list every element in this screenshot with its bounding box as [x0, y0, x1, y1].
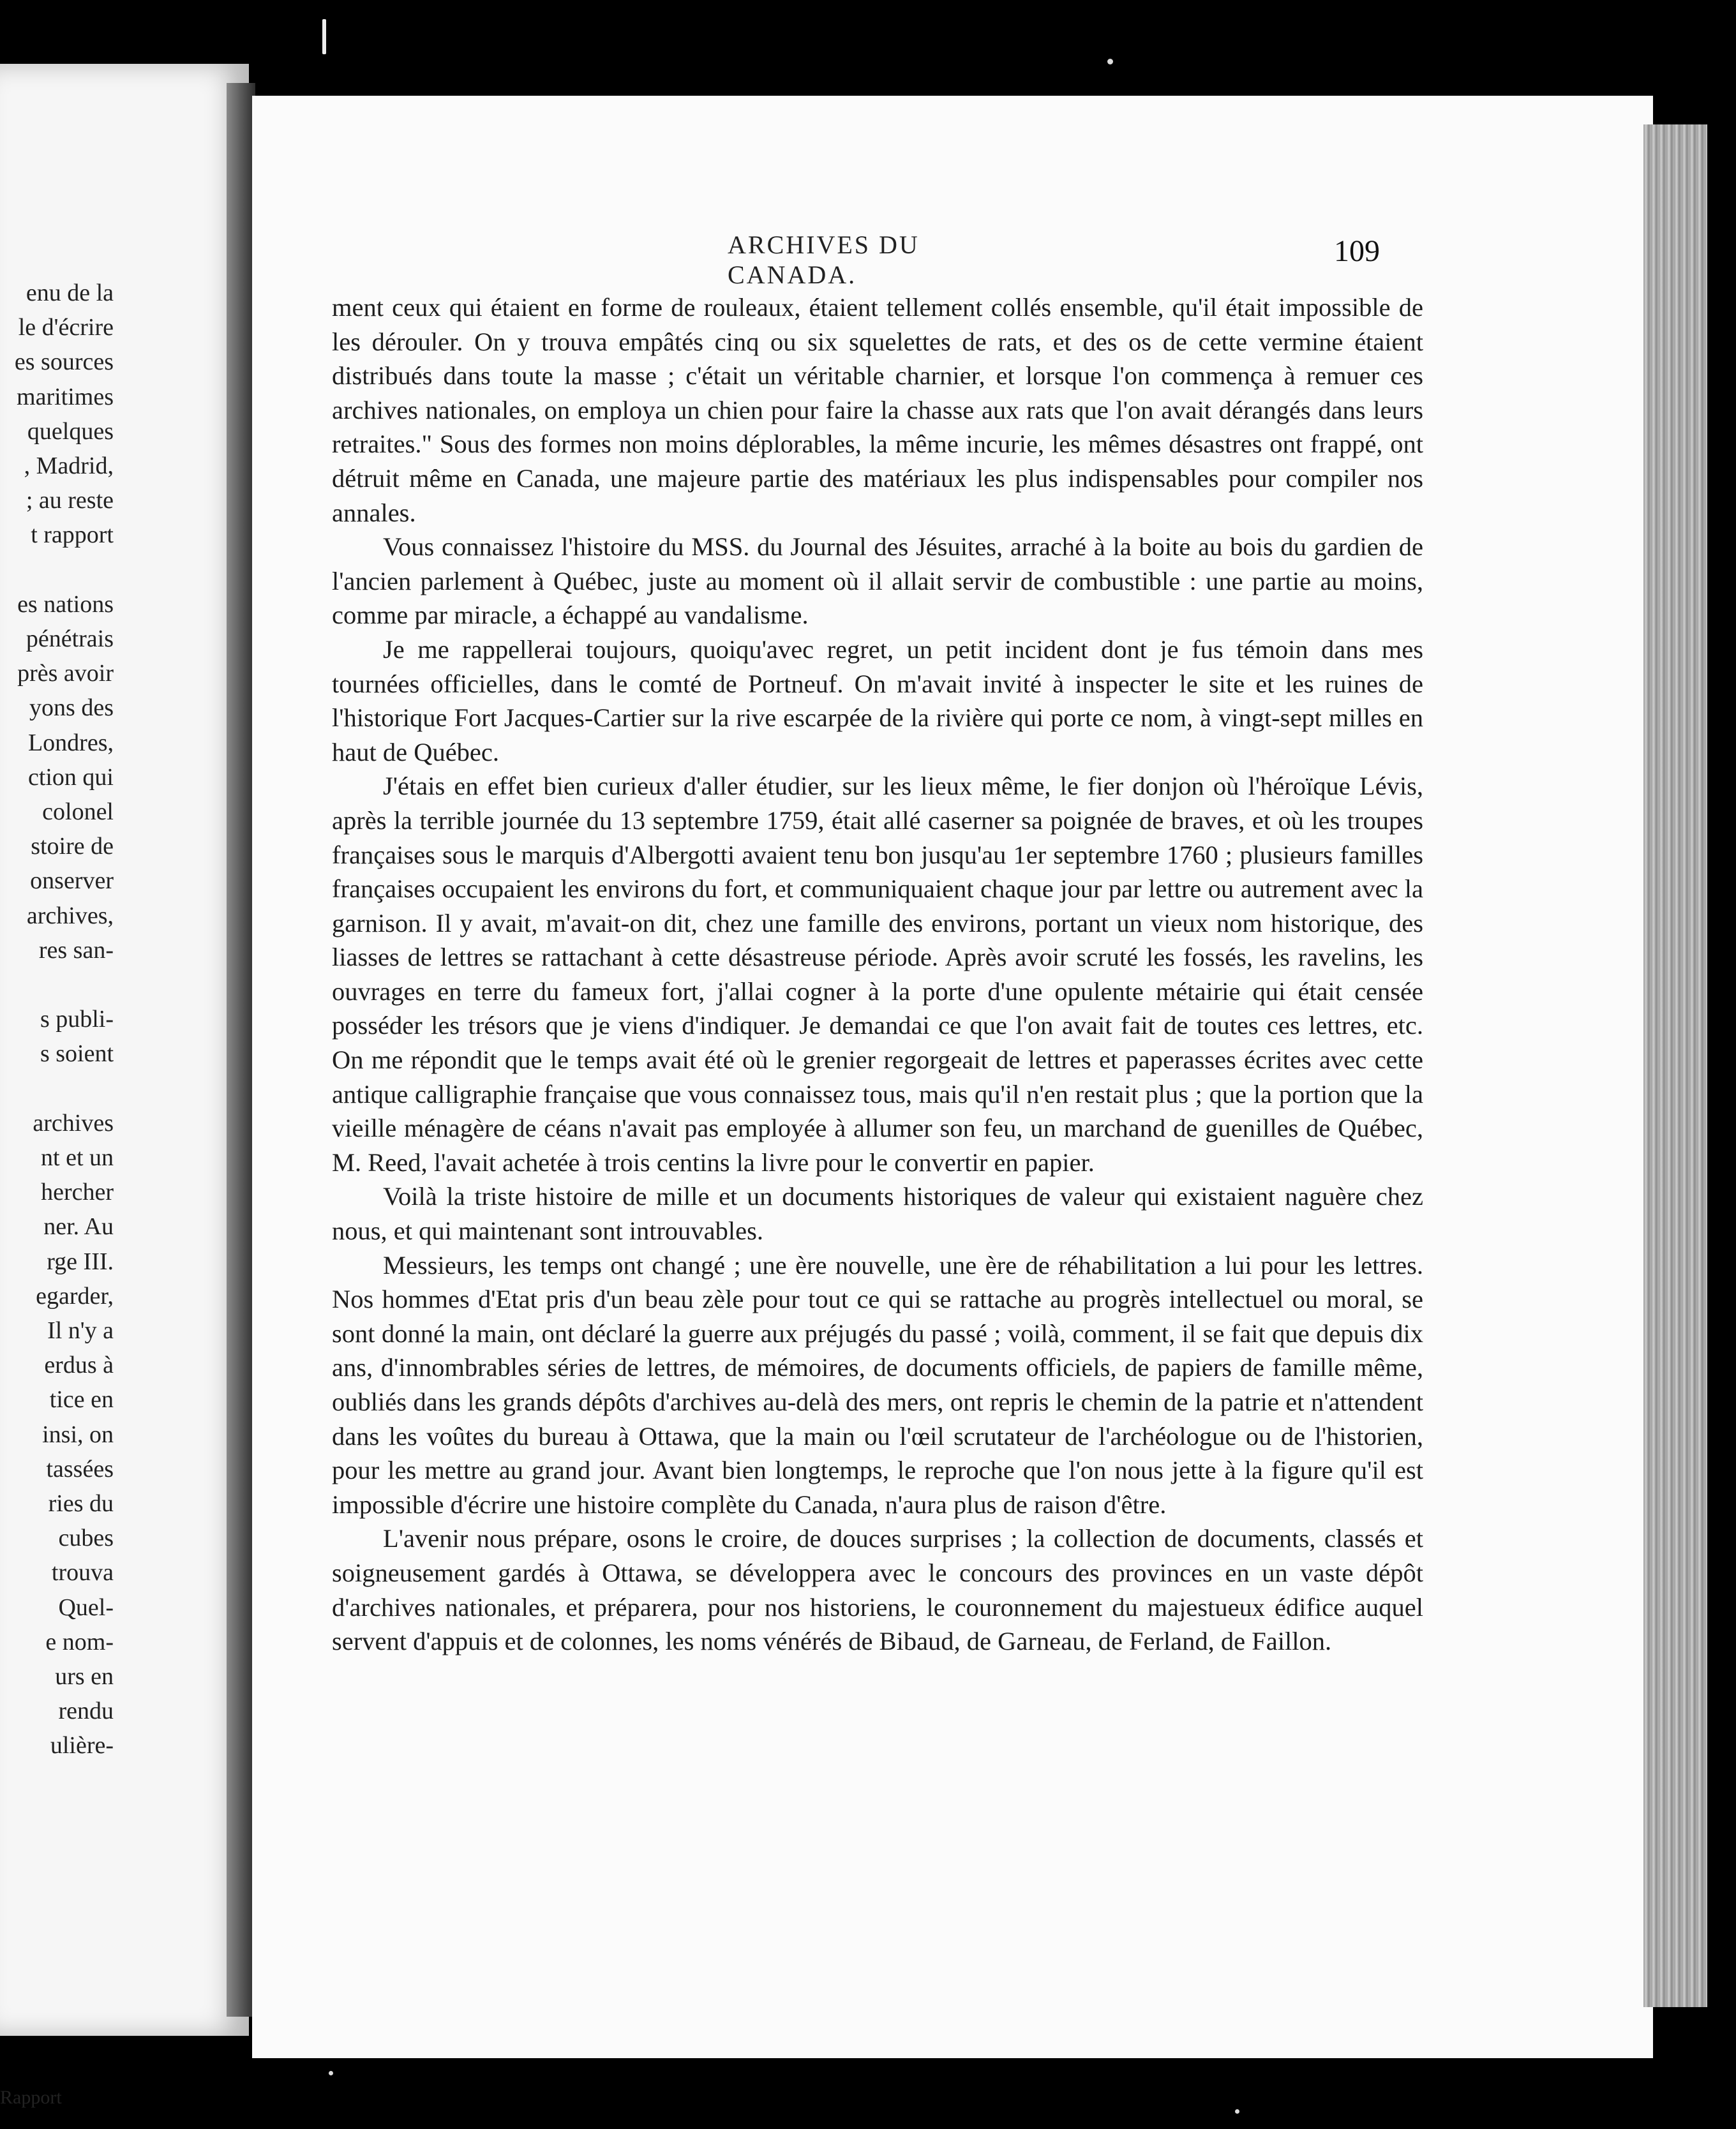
paragraph: Voilà la triste histoire de mille et un documents historiques de valeur qui existaient naguère chez nous, et qui maintenant sont introuvables. [332, 1182, 1423, 1246]
left-page-line: s soient [40, 1040, 114, 1068]
page-edges [1643, 124, 1707, 2007]
left-page-line: insi, on [42, 1421, 114, 1448]
film-speck [1107, 59, 1113, 64]
left-page-footer: Rapport [0, 2087, 62, 2108]
left-page-line: res san- [38, 936, 114, 964]
left-page-line: Quel- [58, 1594, 114, 1621]
left-page-line: près avoir [17, 660, 114, 687]
paragraph: Je me rappellerai toujours, quoiqu'avec regret, un petit incident dont je fus témoin dans mes tournées officielles, dans le comté de Portneuf. On m'avait invité à inspecter le site et les ruines de l'historique Fort Jacques-Cartier sur la rive escarpée de la rivière qui porte ce nom, à vingt-sept milles en haut de Québec. [332, 634, 1423, 766]
left-page-line: le d'écrire [18, 314, 114, 341]
left-page-line: pénétrais [26, 625, 114, 652]
left-page-line: Londres, [27, 729, 114, 756]
paragraph: L'avenir nous prépare, osons le croire, de douces surprises ; la collection de documents, classés et soigneusement gardés à Ottawa, se développera avec le concours des provinces en un vaste dépôt d'archives nationales, et préparera, pour nos historiens, le couronnement du majestueux édifice auquel servent d'appuis et de colonnes, les noms vénérés de Bibaud, de Garneau, de Ferland, de Faillon. [332, 1524, 1423, 1656]
film-speck [1235, 2109, 1239, 2114]
left-page-line: maritimes [17, 383, 114, 410]
left-page-line: egarder, [36, 1282, 114, 1310]
paragraph: ment ceux qui étaient en forme de rouleaux, étaient tellement collés ensemble, qu'il était impossible de les dérouler. On y trouva empâtés cinq ou six squelettes de rats, et des os de cette vermine étaient distribués dans toute la masse ; c'était un véritable charnier, et lorsque l'on commença à remuer ces archives nationales, on employa un chien pour faire la chasse aux rats que l'on avait dérangés dans leurs retraites." Sous des formes non moins déplorables, la même incurie, les mêmes désastres ont frappé, ont détruit même en Canada, une majeure partie des matériaux les plus indispensables pour compiler nos annales. [332, 293, 1423, 527]
page-number: 109 [1334, 234, 1380, 268]
left-page-line: ner. Au [43, 1213, 114, 1241]
left-page-line: Il n'y a [47, 1317, 114, 1344]
left-page-line: t rapport [31, 521, 114, 549]
left-page-line: onserver [30, 867, 114, 895]
body-text [332, 290, 1423, 1659]
left-page-line: ries du [48, 1490, 114, 1517]
left-page-line: tassées [46, 1455, 114, 1483]
left-page-line: cubes [58, 1525, 114, 1552]
left-page-line: colonel [42, 798, 114, 825]
left-page-line: enu de la [26, 280, 114, 306]
left-page-line: ction qui [27, 763, 114, 791]
left-page-line: rendu [58, 1698, 114, 1725]
left-page-line: archives [33, 1109, 114, 1137]
left-page-line: ulière- [50, 1732, 114, 1759]
left-page-line: hercher [41, 1179, 114, 1206]
left-page-line: trouva [51, 1559, 114, 1587]
film-speck [329, 2071, 333, 2075]
left-page-line: urs en [55, 1663, 114, 1690]
left-page-line: yons des [29, 694, 114, 722]
left-page-line: , Madrid, [24, 452, 114, 479]
left-page-line: nt et un [41, 1144, 114, 1171]
left-page-line: quelques [27, 417, 114, 445]
film-scratch [322, 19, 326, 54]
left-page-line: archives, [26, 902, 114, 929]
left-page-line: s publi- [40, 1006, 114, 1033]
left-page-line: rge III. [47, 1248, 114, 1275]
paragraph: Vous connaissez l'histoire du MSS. du Journal des Jésuites, arraché à la boite au bois du gardien de l'ancien parlement à Québec, juste au moment où il allait servir de combustible : une partie au moins, comme par miracle, a échappé au vandalisme. [332, 532, 1423, 630]
left-page-line: ; au reste [26, 487, 114, 514]
left-page-line: tice en [49, 1386, 114, 1414]
book-gutter [227, 83, 255, 2017]
left-page-line: e nom- [45, 1628, 114, 1655]
left-page-line: es sources [14, 348, 114, 376]
left-page-line: erdus à [44, 1352, 114, 1379]
left-page-line: es nations [17, 590, 114, 618]
running-header: ARCHIVES DU CANADA. [728, 230, 920, 289]
left-page-line: stoire de [31, 833, 114, 860]
paragraph: Messieurs, les temps ont changé ; une ère nouvelle, une ère de réhabilitation a lui pour les lettres. Nos hommes d'Etat pris d'un beau zèle pour tout ce qui se rattache au progrès intellectuel ou moral, se sont donné la main, ont déclaré la guerre aux préjugés du passé ; voilà, comment, il se fait que depuis dix ans, d'innombrables séries de lettres, de mémoires, de documents officiels, de papiers de famille même, oubliés dans les grands dépôts d'archives au-delà des mers, ont repris le chemin de la patrie et n'attendent dans les voûtes du bureau à Ottawa, que la main ou l'œil scrutateur de l'archéologue ou de l'historien, pour les mettre au grand jour. Avant bien longtemps, le reproche que l'on nous jette à la figure qu'il est impossible d'écrire une histoire complète du Canada, n'aura plus de raison d'être. [332, 1250, 1423, 1519]
paragraph: J'étais en effet bien curieux d'aller étudier, sur les lieux même, le fier donjon où l'héroïque Lévis, après la terrible journée du 13 septembre 1759, était allé caserner sa poignée de braves, et où les troupes françaises sous le marquis d'Albergotti avaient tenu bon jusqu'au 1er septembre 1760 ; plusieurs familles françaises occupaient les environs du fort, et communiquaient chaque jour par lettre ou autrement avec la garnison. Il y avait, m'avait-on dit, chez une famille des environs, portant un vieux nom historique, des liasses de lettres se rattachant à cette désastreuse période. Après avoir scruté les fossés, les ravelins, les ouvrages en terre du fameux fort, j'allai cogner à la porte d'une opulente métairie qui était censée posséder les trésors que je viens d'indiquer. Je demandai ce que l'on avait fait de toutes ces lettres, etc. On me répondit que le temps avait été où le grenier regorgeait de lettres et paperasses écrites avec cette antique calligraphie française que vous connaissez tous, mais qu'il n'en restait plus ; que la portion que la vieille ménagère de céans n'avait pas employée à allumer son feu, un marchand de guenilles de Québec, M. Reed, l'avait achetée à trois centins la livre pour le convertir en papier. [332, 772, 1423, 1177]
